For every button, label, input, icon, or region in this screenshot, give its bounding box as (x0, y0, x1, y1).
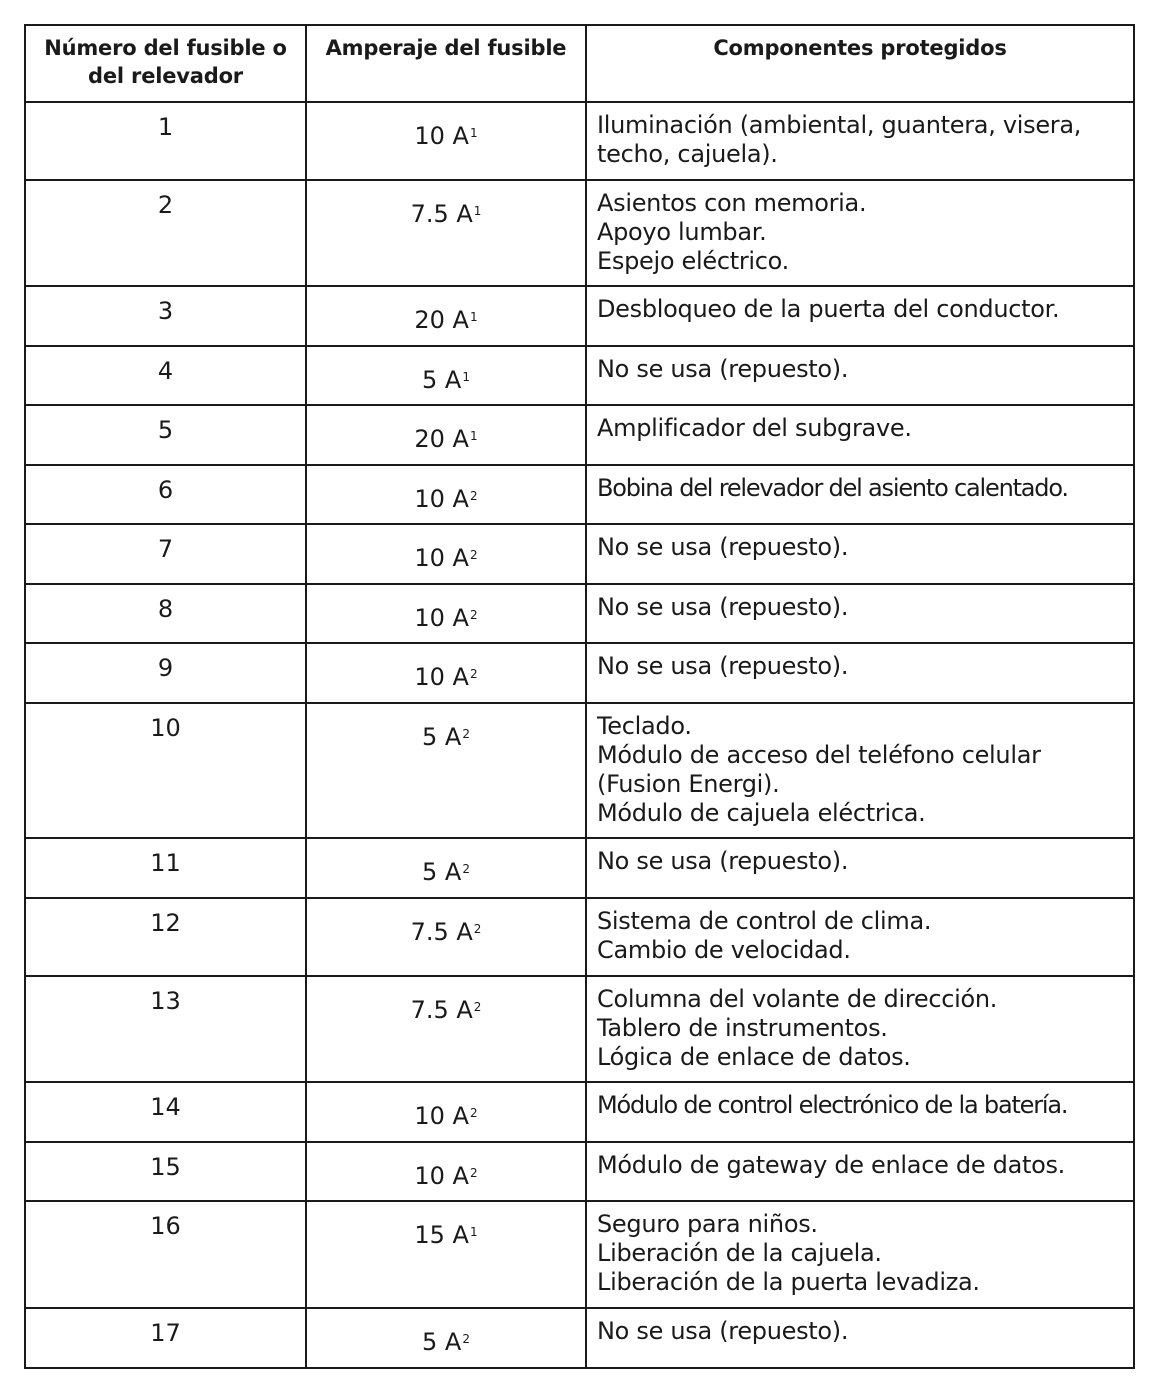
table-row (25, 643, 1134, 703)
protected-components-cell (586, 1308, 1134, 1368)
table-row (25, 346, 1134, 405)
component-line: Asientos con memoria. (597, 189, 867, 217)
component-line: No se usa (repuesto). (597, 847, 849, 875)
footnote-marker: 2 (469, 489, 478, 503)
component-line: Sistema de control de clima. (597, 907, 932, 935)
component-line: Iluminación (ambiental, guantera, visera, (597, 111, 1082, 139)
amperage-value: 5 A (422, 858, 462, 886)
amperage-value: 10 A (414, 663, 469, 691)
component-line: Desbloqueo de la puerta del conductor. (597, 295, 1060, 323)
fuse-number-cell: 8 (25, 584, 306, 643)
amperage-value: 7.5 A (410, 918, 473, 946)
component-line: No se usa (repuesto). (597, 533, 849, 561)
component-line: Módulo de gateway de enlace de datos. (597, 1151, 1065, 1179)
table-row (25, 1142, 1134, 1201)
fuse-number-cell: 13 (25, 976, 306, 1082)
fuse-number-cell: 15 (25, 1142, 306, 1201)
component-line: Cambio de velocidad. (597, 936, 851, 964)
component-line: No se usa (repuesto). (597, 652, 849, 680)
fuse-amperage-cell (306, 838, 586, 898)
footnote-marker: 2 (473, 922, 482, 936)
amperage-value: 5 A (422, 1328, 462, 1356)
fuse-number-cell: 1 (25, 102, 306, 180)
footnote-marker: 2 (469, 667, 478, 681)
protected-components-cell (586, 1201, 1134, 1308)
component-line: (Fusion Energi). (597, 770, 780, 798)
amperage-value: 20 A (414, 425, 469, 453)
fuse-table (24, 24, 1135, 1369)
protected-components-cell (586, 286, 1134, 346)
fuse-amperage-cell (306, 1308, 586, 1368)
table-row (25, 1082, 1134, 1142)
protected-components-cell (586, 102, 1134, 180)
fuse-amperage-cell (306, 346, 586, 405)
component-line: Columna del volante de dirección. (597, 985, 998, 1013)
table-row (25, 524, 1134, 584)
fuse-amperage-cell (306, 524, 586, 584)
component-line: Liberación de la puerta levadiza. (597, 1268, 980, 1296)
protected-components-cell (586, 465, 1134, 524)
amperage-value: 10 A (414, 604, 469, 632)
protected-components-cell (586, 838, 1134, 898)
table-row (25, 102, 1134, 180)
component-line: No se usa (repuesto). (597, 1317, 849, 1345)
fuse-number-cell: 14 (25, 1082, 306, 1142)
footnote-marker: 2 (462, 1332, 470, 1346)
protected-components-cell (586, 898, 1134, 976)
component-line: Módulo de cajuela eléctrica. (597, 799, 926, 827)
fuse-amperage-cell (306, 180, 586, 286)
protected-components-cell (586, 180, 1134, 286)
table-row (25, 465, 1134, 524)
protected-components-cell (586, 1082, 1134, 1142)
header-fuse-number: Número del fusible o del relevador (25, 25, 306, 102)
component-line: Tablero de instrumentos. (597, 1014, 888, 1042)
footnote-marker: 2 (462, 862, 470, 876)
amperage-value: 5 A (422, 723, 462, 751)
fuse-amperage-cell (306, 465, 586, 524)
footnote-marker: 1 (469, 126, 478, 140)
fuse-amperage-cell (306, 976, 586, 1082)
footnote-marker: 2 (462, 727, 470, 741)
protected-components-cell (586, 524, 1134, 584)
protected-components-cell (586, 1142, 1134, 1201)
header-row (25, 25, 1134, 102)
footnote-marker: 1 (462, 370, 470, 384)
component-line: Apoyo lumbar. (597, 218, 767, 246)
fuse-number-cell: 9 (25, 643, 306, 703)
component-line: techo, cajuela). (597, 140, 778, 168)
fuse-number-cell: 16 (25, 1201, 306, 1308)
table-row (25, 286, 1134, 346)
footnote-marker: 1 (469, 429, 478, 443)
component-line: Liberación de la cajuela. (597, 1239, 882, 1267)
component-line: Teclado. (597, 712, 692, 740)
amperage-value: 10 A (414, 122, 469, 150)
table-row (25, 703, 1134, 838)
protected-components-cell (586, 976, 1134, 1082)
fuse-amperage-cell (306, 584, 586, 643)
fuse-amperage-cell (306, 286, 586, 346)
fuse-amperage-cell (306, 1201, 586, 1308)
component-line: Espejo eléctrico. (597, 247, 789, 275)
protected-components-cell (586, 584, 1134, 643)
fuse-number-cell: 11 (25, 838, 306, 898)
component-line: No se usa (repuesto). (597, 593, 849, 621)
amperage-value: 15 A (414, 1221, 469, 1249)
fuse-number-cell: 2 (25, 180, 306, 286)
fuse-number-cell: 5 (25, 405, 306, 465)
table-row (25, 838, 1134, 898)
table-row (25, 1201, 1134, 1308)
table-row (25, 898, 1134, 976)
fuse-amperage-cell (306, 898, 586, 976)
fuse-number-cell: 7 (25, 524, 306, 584)
protected-components-cell (586, 346, 1134, 405)
fuse-number-cell: 17 (25, 1308, 306, 1368)
footnote-marker: 2 (469, 1166, 478, 1180)
protected-components-cell (586, 643, 1134, 703)
amperage-value: 20 A (414, 306, 469, 334)
footnote-marker: 1 (469, 1225, 478, 1239)
footnote-marker: 2 (469, 608, 478, 622)
header-fuse-amperage: Amperaje del fusible (306, 25, 586, 102)
amperage-value: 10 A (414, 1162, 469, 1190)
footnote-marker: 2 (469, 1106, 478, 1120)
table-row (25, 1308, 1134, 1368)
fuse-number-cell: 3 (25, 286, 306, 346)
component-line: No se usa (repuesto). (597, 355, 849, 383)
protected-components-cell (586, 405, 1134, 465)
footnote-marker: 2 (473, 1000, 482, 1014)
component-line: Lógica de enlace de datos. (597, 1043, 911, 1071)
fuse-amperage-cell (306, 703, 586, 838)
table-body (25, 102, 1134, 1368)
fuse-amperage-cell (306, 102, 586, 180)
component-line: Seguro para niños. (597, 1210, 818, 1238)
footnote-marker: 2 (469, 548, 478, 562)
amperage-value: 10 A (414, 1102, 469, 1130)
fuse-amperage-cell (306, 1142, 586, 1201)
component-line: Módulo de control electrónico de la batería. (597, 1091, 1068, 1119)
protected-components-cell (586, 703, 1134, 838)
component-line: Amplificador del subgrave. (597, 414, 912, 442)
amperage-value: 7.5 A (410, 200, 473, 228)
fuse-number-cell: 6 (25, 465, 306, 524)
footnote-marker: 1 (473, 204, 482, 218)
table-row (25, 584, 1134, 643)
fuse-number-cell: 4 (25, 346, 306, 405)
amperage-value: 10 A (414, 485, 469, 513)
fuse-amperage-cell (306, 643, 586, 703)
amperage-value: 7.5 A (410, 996, 473, 1024)
header-protected-components: Componentes protegidos (586, 25, 1134, 102)
table-row (25, 976, 1134, 1082)
amperage-value: 10 A (414, 544, 469, 572)
fuse-number-cell: 12 (25, 898, 306, 976)
fuse-amperage-cell (306, 1082, 586, 1142)
table-row (25, 405, 1134, 465)
component-line: Módulo de acceso del teléfono celular (597, 741, 1041, 769)
fuse-amperage-cell (306, 405, 586, 465)
component-line: Bobina del relevador del asiento calentado. (597, 474, 1068, 502)
table-row (25, 180, 1134, 286)
footnote-marker: 1 (469, 310, 478, 324)
table-header (25, 25, 1134, 102)
amperage-value: 5 A (422, 366, 462, 394)
fuse-number-cell: 10 (25, 703, 306, 838)
